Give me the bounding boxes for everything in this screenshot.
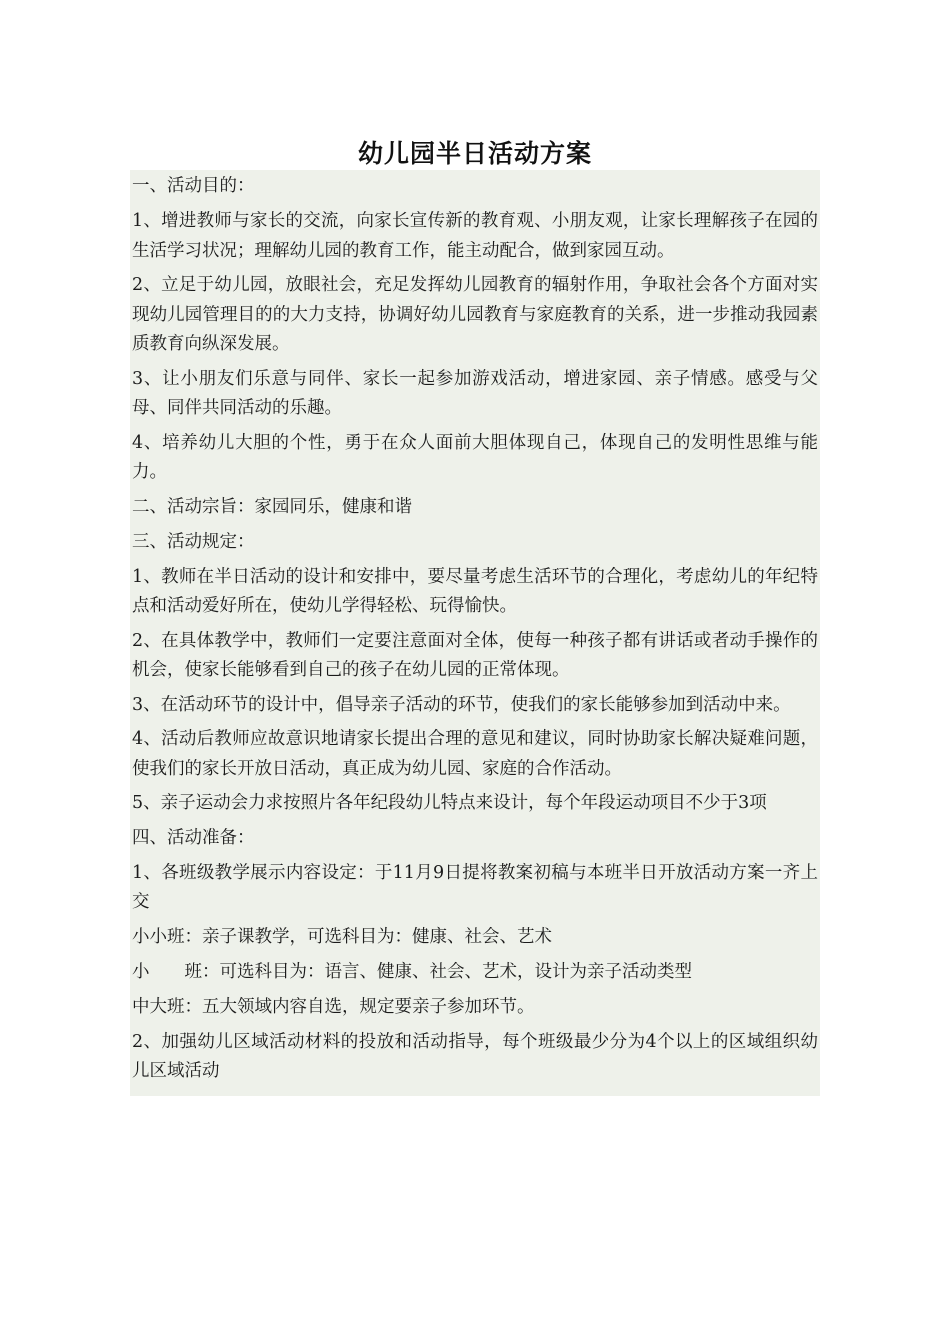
rules-item-4: 4、活动后教师应故意识地请家长提出合理的意见和建议，同时协助家长解决疑难问题，使我们的家长开放日活动，真正成为幼儿园、家庭的合作活动。 <box>132 729 818 779</box>
rules-item-3: 3、在活动环节的设计中，倡导亲子活动的环节，使我们的家长能够参加到活动中来。 <box>132 694 791 715</box>
document-body <box>130 170 820 1096</box>
preparation-class-xiao: 小 班：可选科目为：语言、健康、社会、艺术，设计为亲子活动类型 <box>132 961 692 982</box>
section-heading-aim: 二、活动宗旨：家园同乐，健康和谐 <box>132 496 412 517</box>
purpose-item-1: 1、增进教师与家长的交流，向家长宣传新的教育观、小朋友观，让家长理解孩子在园的生活学习状况；理解幼儿园的教育工作，能主动配合，做到家园互动。 <box>132 211 818 261</box>
preparation-item-2: 2、加强幼儿区域活动材料的投放和活动指导，每个班级最少分为4个以上的区域组织幼儿区域活动 <box>132 1031 818 1081</box>
preparation-class-zhongda: 中大班：五大领域内容自选，规定要亲子参加环节。 <box>132 996 535 1017</box>
rules-item-5: 5、亲子运动会力求按照片各年纪段幼儿特点来设计，每个年段运动项目不少于3项 <box>132 793 767 813</box>
purpose-item-4: 4、培养幼儿大胆的个性，勇于在众人面前大胆体现自己，体现自己的发明性思维与能力。 <box>132 432 818 482</box>
purpose-item-2: 2、立足于幼儿园，放眼社会，充足发挥幼儿园教育的辐射作用，争取社会各个方面对实现幼儿园管理目的的大力支持，协调好幼儿园教育与家庭教育的关系，进一步推动我园素质教育向纵深发展。 <box>132 275 818 354</box>
preparation-item-1: 1、各班级教学展示内容设定：于11月9日提将教案初稿与本班半日开放活动方案一齐上交 <box>132 862 818 912</box>
document-title: 幼儿园半日活动方案 <box>357 139 592 168</box>
section-heading-purpose: 一、活动目的： <box>132 176 255 196</box>
rules-item-1: 1、教师在半日活动的设计和安排中，要尽量考虑生活环节的合理化，考虑幼儿的年纪特点和活动爱好所在，使幼儿学得轻松、玩得愉快。 <box>132 566 818 616</box>
rules-item-2: 2、在具体教学中，教师们一定要注意面对全体，使每一种孩子都有讲话或者动手操作的机会，使家长能够看到自己的孩子在幼儿园的正常体现。 <box>132 630 818 680</box>
preparation-class-xiaoxiao: 小小班：亲子课教学，可选科目为：健康、社会、艺术 <box>132 926 552 947</box>
purpose-item-3: 3、让小朋友们乐意与同伴、家长一起参加游戏活动，增进家园、亲子情感。感受与父母、同伴共同活动的乐趣。 <box>132 368 818 418</box>
section-heading-preparation: 四、活动准备： <box>132 827 255 848</box>
section-heading-rules: 三、活动规定： <box>132 531 255 552</box>
